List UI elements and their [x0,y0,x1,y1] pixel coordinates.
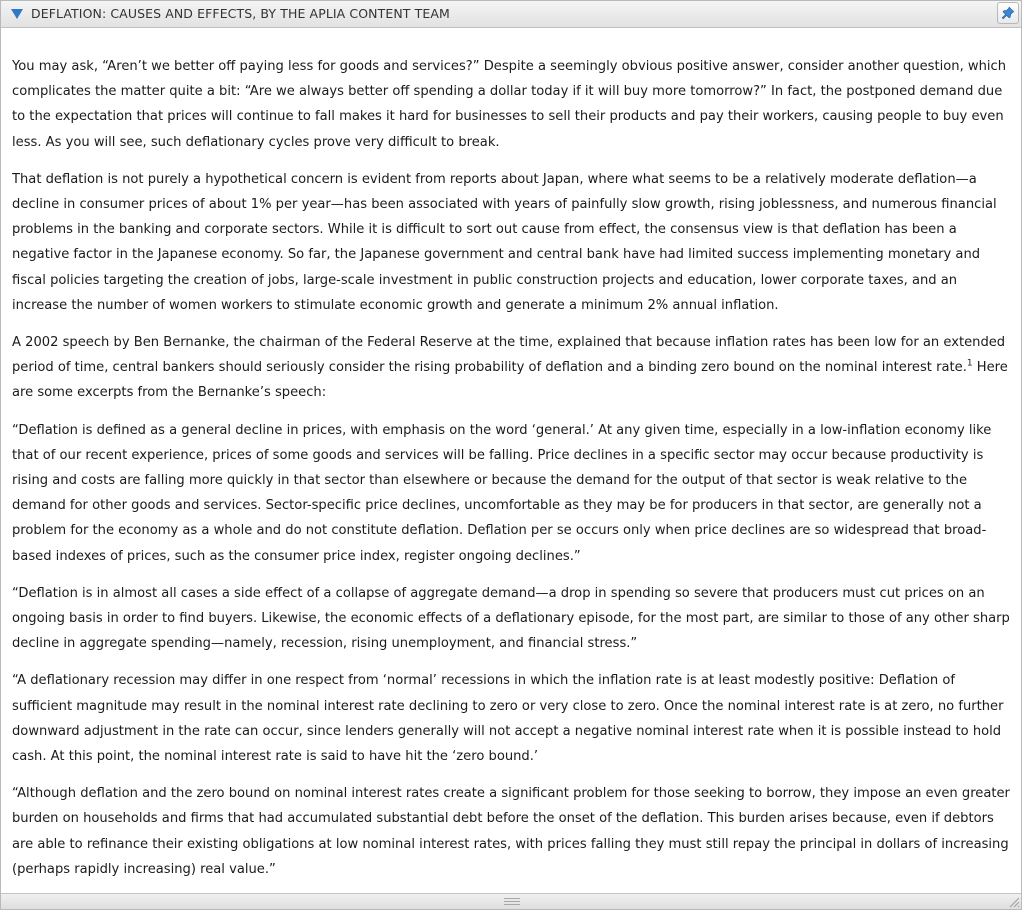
bernanke-text-after: Here are some excerpts from the Bernanke’s speech: [12,360,1008,401]
paragraph-japan: That deflation is not purely a hypothetical concern is evident from reports about Japan, where what seems to be a relatively moderate deflation—a decline in consumer prices of about 1% per year—has been associated with years of painfully slow growth, rising joblessness, and numerous financial problems in the banking and corporate sectors. While it is difficult to sort out cause from effect, the consensus view is that deflation has been a negative factor in the Japanese economy. So far, the Japanese government and central bank have had limited success implementing monetary and fiscal policies targeting the creation of jobs, large-scale investment in public construction projects and education, lower corporate taxes, and an increase the number of women workers to stimulate economic growth and generate a minimum 2% annual inflation. [12,171,997,313]
panel-footer [1,893,1021,909]
quote-debt-burden: “Although deflation and the zero bound on nominal interest rates create a significant problem for those seeking to borrow, they impose an even greater burden on households and firms that had accumulated substantial debt before the onset of the deflation. This burden arises because, even if debtors are able to refinance their existing obligations at low nominal interest rates, with prices falling they must still repay the principal in dollars of increasing (perhaps rapidly increasing) real value.” [12,786,1010,877]
footnote-marker[interactable]: 1 [966,358,973,369]
pushpin-icon [1001,6,1015,20]
panel-header [1,1,1021,28]
paragraph-intro: You may ask, “Aren’t we better off paying less for goods and services?” Despite a seemingly obvious positive answer, consider another question, which complicates the matter quite a bit: “Are we always better off spending a dollar today if it will buy more tomorrow?” In fact, the postponed demand due to the expectation that prices will continue to fall makes it hard for businesses to sell their products and pay their workers, causing people to buy even less. As you will see, such deflationary cycles prove very difficult to break. [12,59,1007,150]
paragraph-bernanke [12,330,1011,406]
triangle-down-icon[interactable] [11,9,23,19]
quote-aggregate-demand: “Deflation is in almost all cases a side effect of a collapse of aggregate demand—a drop in spending so severe that producers must cut prices on an ongoing basis in order to find buyers. Likewise, the economic effects of a deflationary episode, for the most part, are similar to those of any other sharp decline in aggregate spending—namely, recession, rising unemployment, and financial stress.” [12,585,1010,652]
resize-grip-icon[interactable] [1008,896,1020,908]
article-body [1,28,1021,894]
bernanke-text-before: A 2002 speech by Ben Bernanke, the chairman of the Federal Reserve at the time, explained that because inflation rates has been low for an extended period of time, central bankers should seriously consider the rising probability of deflation and a binding zero bound on the nominal interest rate. [12,335,1006,376]
quote-zero-bound: “A deflationary recession may differ in one respect from ‘normal’ recessions in which the inflation rate is at least modestly positive: Deflation of sufficient magnitude may result in the nominal interest rate declining to zero or very close to zero. Once the nominal interest rate is at zero, no further downward adjustment in the rate can occur, since lenders generally will not accept a negative nominal interest rate when it is possible instead to hold cash. At this point, the nominal interest rate is said to have hit the ‘zero bound.’ [12,673,1004,765]
pin-button[interactable] [997,2,1019,24]
panel-title: DEFLATION: CAUSES AND EFFECTS, BY THE APLIA CONTENT TEAM [31,6,450,21]
drag-handle-icon[interactable] [504,898,520,906]
quote-definition: “Deflation is defined as a general decline in prices, with emphasis on the word ‘general.’ At any given time, especially in a low-inflation economy like that of our recent experience, prices of some goods and services will be falling. Price declines in a specific sector may occur because productivity is rising and costs are falling more quickly in that sector than elsewhere or because the demand for the output of that sector is weak relative to the demand for other goods and services. Sector-specific price declines, uncomfortable as they may be for producers in that sector, are generally not a problem for the economy as a whole and do not constitute deflation. Deflation per se occurs only when price declines are so widespread that broad-based indexes of prices, such as the consumer price index, register ongoing declines.” [12,422,992,564]
